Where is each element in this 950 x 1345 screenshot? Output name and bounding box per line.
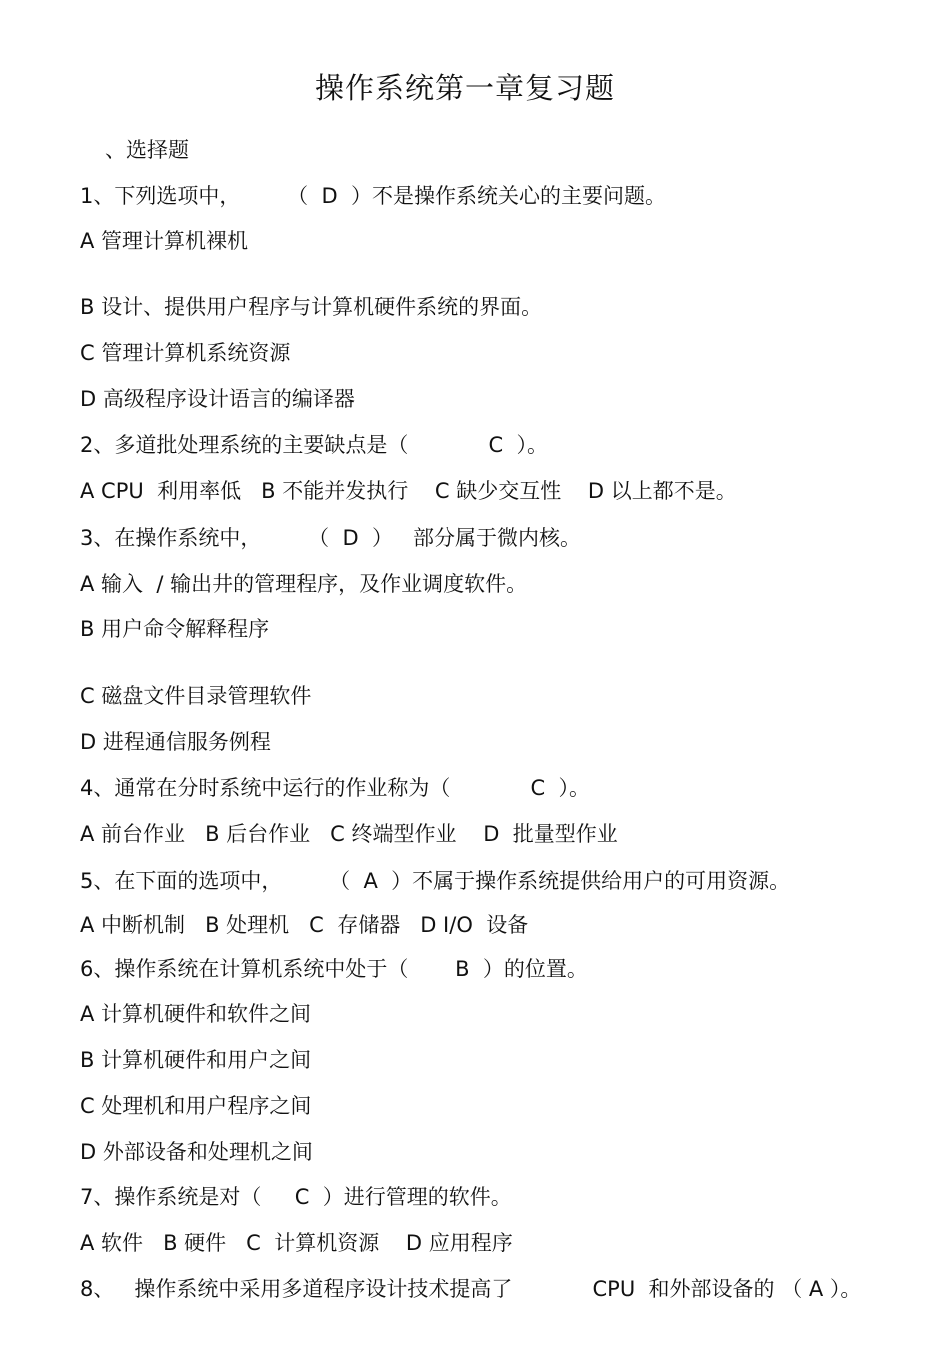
question-1-option-d: D 高级程序设计语言的编译器 [80,387,355,411]
question-2-stem: 2、多道批处理系统的主要缺点是（ C ）。 [80,433,548,457]
question-4-options: A 前台作业 B 后台作业 C 终端型作业 D 批量型作业 [80,822,618,846]
question-1-option-c: C 管理计算机系统资源 [80,341,291,365]
question-5-options: A 中断机制 B 处理机 C 存储器 D I/O 设备 [80,913,529,937]
question-8-stem: 8、 操作系统中采用多道程序设计技术提高了 CPU 和外部设备的 （ A ）。 [80,1277,862,1301]
question-3-stem: 3、在操作系统中， （ D ） 部分属于微内核。 [80,526,581,550]
question-1-option-a: A 管理计算机裸机 [80,229,249,253]
question-1-option-b: B 设计、提供用户程序与计算机硬件系统的界面。 [80,295,543,319]
question-6-option-b: B 计算机硬件和用户之间 [80,1048,312,1072]
question-3-option-a: A 输入 / 输出井的管理程序，及作业调度软件。 [80,572,528,596]
question-2-options: A CPU 利用率低 B 不能并发执行 C 缺少交互性 D 以上都不是。 [80,479,737,503]
question-6-option-c: C 处理机和用户程序之间 [80,1094,312,1118]
question-3-option-d: D 进程通信服务例程 [80,730,271,754]
question-7-options: A 软件 B 硬件 C 计算机资源 D 应用程序 [80,1231,513,1255]
question-3-option-c: C 磁盘文件目录管理软件 [80,684,312,708]
question-1-stem: 1、下列选项中， （ D ）不是操作系统关心的主要问题。 [80,184,666,208]
question-6-stem: 6、操作系统在计算机系统中处于（ B ）的位置。 [80,957,588,981]
question-7-stem: 7、操作系统是对（ C ）进行管理的软件。 [80,1185,512,1209]
question-6-option-d: D 外部设备和处理机之间 [80,1140,313,1164]
question-4-stem: 4、通常在分时系统中运行的作业称为（ C ）。 [80,776,590,800]
question-5-stem: 5、在下面的选项中， （ A ）不属于操作系统提供给用户的可用资源。 [80,869,791,893]
question-3-option-b: B 用户命令解释程序 [80,617,270,641]
section-heading: 、选择题 [105,138,189,162]
question-6-option-a: A 计算机硬件和软件之间 [80,1002,312,1026]
page-title: 操作系统第一章复习题 [314,71,615,105]
